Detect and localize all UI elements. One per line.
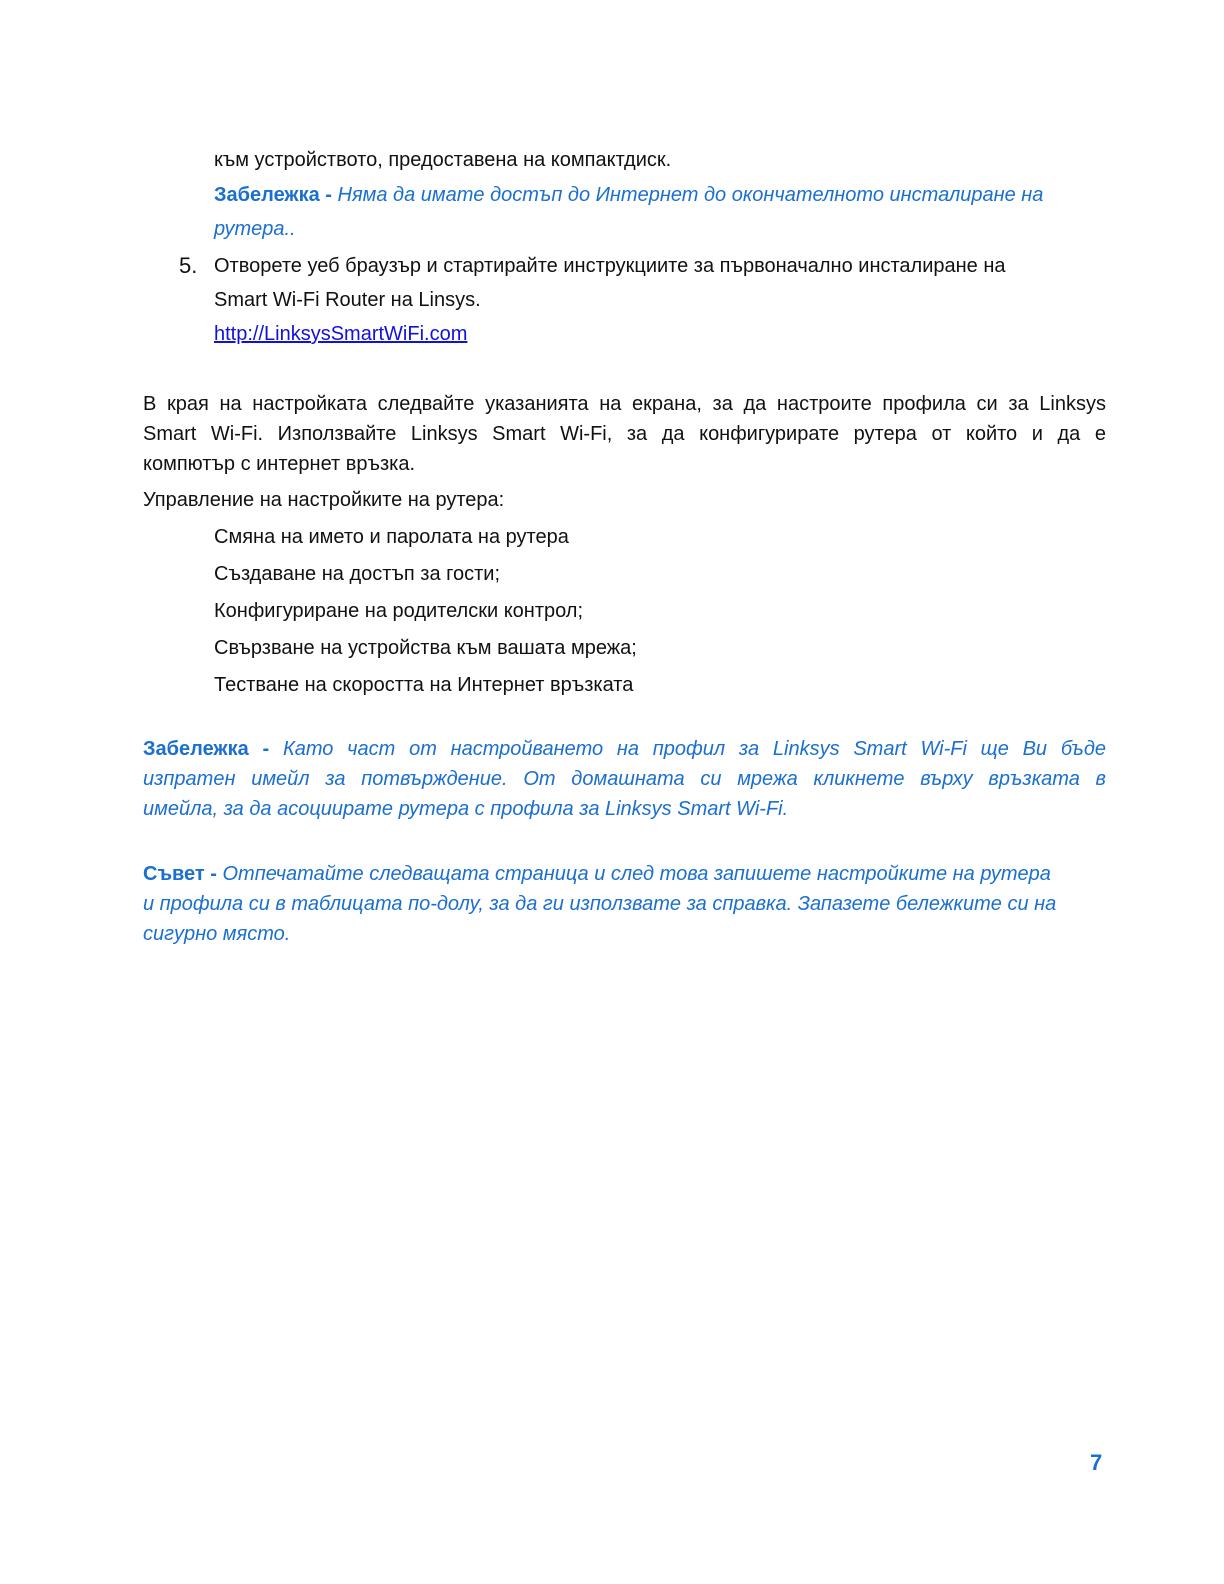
manage-item: Свързване на устройства към вашата мрежа;	[214, 637, 637, 659]
manage-item: Смяна на името и паролата на рутера	[214, 526, 569, 548]
note2-line1: Забележка - Като част от настройването на профил за Linksys Smart Wi-Fi ще Ви бъде	[143, 738, 1107, 760]
intro-line3: компютър с интернет връзка.	[143, 453, 416, 475]
intro-line1: В края на настройката следвайте указанията на екрана, за да настроите профила си за Linksys	[143, 393, 1106, 415]
step5-line2: Smart Wi-Fi Router на Linsys.	[214, 289, 481, 311]
tip-label: Съвет -	[143, 863, 223, 885]
note2-line3: имейла, за да асоциирате рутера с профила за Linksys Smart Wi-Fi.	[143, 798, 789, 820]
note2-label: Забележка -	[143, 738, 283, 760]
manage-heading: Управление на настройките на рутера:	[143, 489, 505, 511]
manage-item: Създаване на достъп за гости;	[214, 563, 500, 585]
note2-line2: изпратен имейл за потвърждение. От домашната си мрежа кликнете върху връзката в	[143, 768, 1106, 790]
step4-tail: към устройството, предоставена на компактдиск.	[214, 149, 672, 171]
manage-item: Тестване на скоростта на Интернет връзката	[214, 674, 634, 696]
tip-line1: Съвет - Отпечатайте следващата страница и след това запишете настройките на рутера	[143, 863, 1051, 885]
intro-line2: Smart Wi-Fi. Използвайте Linksys Smart Wi-Fi, за да конфигурирате рутера от който и да е	[143, 423, 1106, 445]
step5-line1: Отворете уеб браузър и стартирайте инструкциите за първоначално инсталиране на	[214, 255, 1006, 277]
page-number: 7	[1090, 1450, 1103, 1475]
linksys-link[interactable]: http://LinksysSmartWiFi.com	[214, 323, 468, 345]
tip-line2: и профила си в таблицата по-долу, за да ги използвате за справка. Запазете бележките си на	[143, 893, 1057, 915]
tip-line3: сигурно място.	[143, 923, 291, 945]
step5-number: 5.	[179, 253, 198, 278]
note1-label: Забележка -	[214, 184, 338, 206]
note1-line2: рутера..	[214, 218, 296, 240]
manage-item: Конфигуриране на родителски контрол;	[214, 600, 584, 622]
note1-line1: Забележка - Няма да имате достъп до Интернет до окончателното инсталиране на	[214, 184, 1044, 206]
